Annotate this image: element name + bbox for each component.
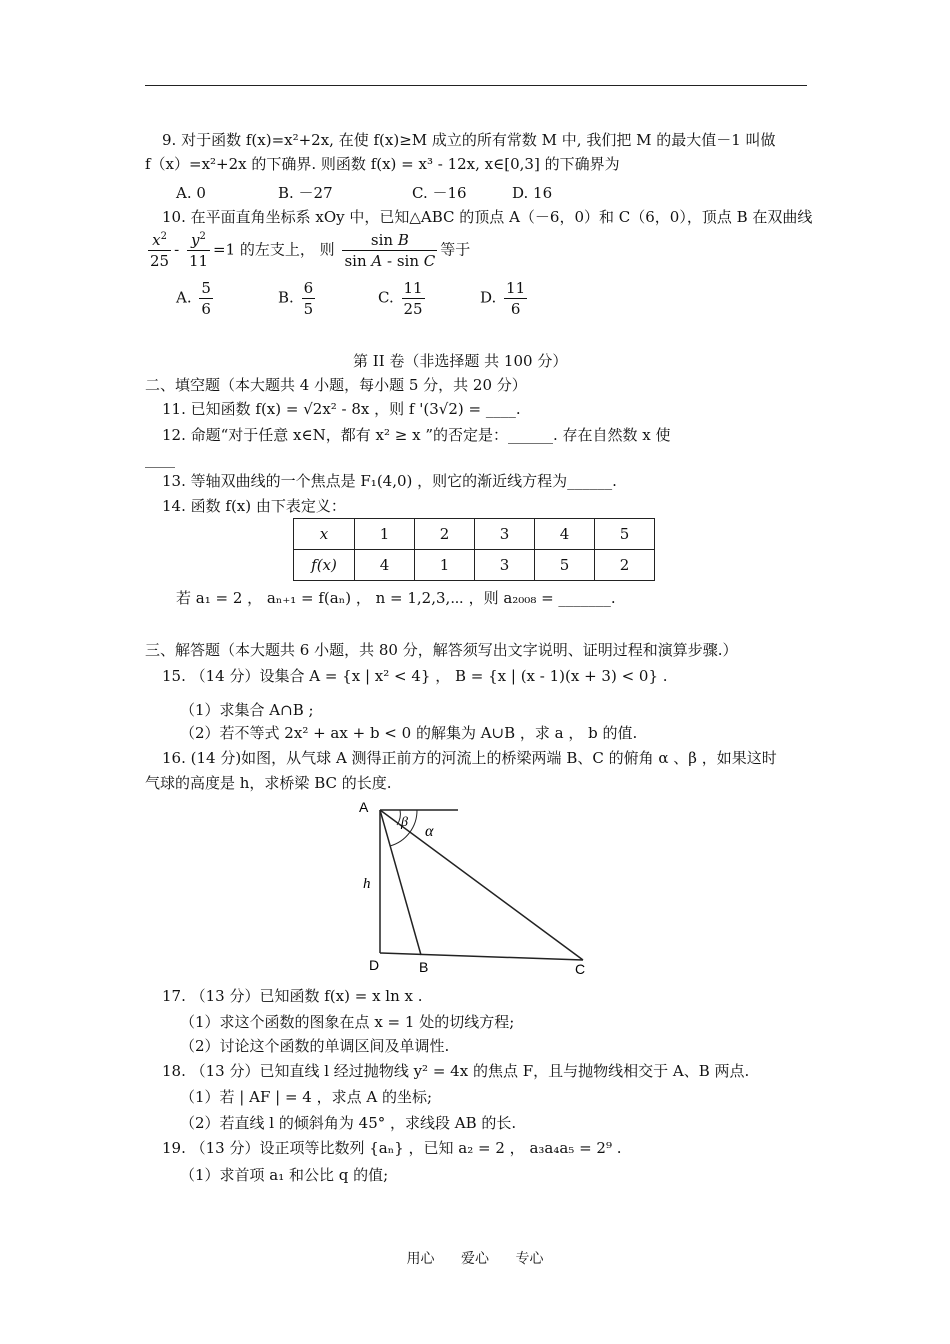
q14-after: 若 a₁ = 2 ， aₙ₊₁ = f(aₙ) ， n = 1,2,3,⋯ ，则 a₂₀₀₈ = _______. xyxy=(176,589,616,607)
sightline-ab xyxy=(380,810,421,955)
part2-section: 二、填空题（本大题共 4 小题，每小题 5 分，共 20 分） xyxy=(145,376,527,394)
q12-line1: 12. 命题“对于任意 x∈N，都有 x² ≥ x ”的否定是：______. 存在自然数 x 使 xyxy=(162,426,671,444)
q15-sub1: （1）求集合 A∩B ; xyxy=(180,701,314,719)
label-alpha: α xyxy=(425,823,434,840)
table-cell: 4 xyxy=(355,550,415,581)
table-cell: x xyxy=(294,519,355,550)
q17-head: 17. （13 分）已知函数 f(x) = x ln x . xyxy=(162,987,423,1005)
ground-line xyxy=(380,953,583,960)
q18-head: 18. （13 分）已知直线 l 经过抛物线 y² = 4x 的焦点 F，且与抛物线相交于 A、B 两点. xyxy=(162,1062,750,1080)
q19-head: 19. （13 分）设正项等比数列 {aₙ} ，已知 a₂ = 2 ， a₃a₄a₅ = 2⁹ . xyxy=(162,1139,622,1157)
table-cell: 1 xyxy=(415,550,475,581)
table-row xyxy=(294,550,655,581)
hyperbola-x-fraction: $\frac{x^2}{25}$ xyxy=(150,231,170,270)
q10-line2-mid: =1 的左支上， 则 xyxy=(213,240,335,259)
table-cell: 3 xyxy=(475,550,535,581)
q9-option-c: C. －16 xyxy=(412,184,467,202)
q9-option-a: A. 0 xyxy=(176,184,206,202)
table-cell: 5 xyxy=(535,550,595,581)
sine-ratio-fraction: $\frac{\text{sin B}}{\text{sin A - sin C}}$ xyxy=(344,231,436,270)
q9-line2: f（x）=x²+2x 的下确界. 则函数 f(x) = x³ - 12x, x∈[0,3] 的下确界为 xyxy=(145,155,620,173)
q12-line2: ____ xyxy=(145,450,175,468)
part3-section: 三、解答题（本大题共 6 小题，共 80 分，解答须写出文字说明、证明过程和演算步骤.） xyxy=(145,641,738,659)
q17-sub2: （2）讨论这个函数的单调区间及单调性. xyxy=(180,1037,450,1055)
table-cell: 4 xyxy=(535,519,595,550)
q18-sub1: （1）若 | AF | = 4 ，求点 A 的坐标; xyxy=(180,1088,433,1106)
q10-line2-end: 等于 xyxy=(440,240,471,259)
label-beta: β xyxy=(401,815,408,830)
table-cell: 2 xyxy=(415,519,475,550)
q13: 13. 等轴双曲线的一个焦点是 F₁(4,0) ，则它的渐近线方程为______. xyxy=(162,472,617,490)
q16-line1: 16. (14 分)如图，从气球 A 测得正前方的河流上的桥梁两端 B、C 的俯角 α 、β ，如果这时 xyxy=(162,749,777,767)
q18-sub2: （2）若直线 l 的倾斜角为 45° ，求线段 AB 的长. xyxy=(180,1114,517,1132)
q9-option-b: B. －27 xyxy=(278,184,333,202)
q11: 11. 已知函数 f(x) = √2x² - 8x ，则 f '(3√2) = ____. xyxy=(162,400,521,418)
q19-sub1: （1）求首项 a₁ 和公比 q 的值; xyxy=(180,1166,389,1184)
label-d: D xyxy=(369,957,380,973)
table-cell: 1 xyxy=(355,519,415,550)
table-cell: 5 xyxy=(595,519,655,550)
part2-title: 第 II 卷（非选择题 共 100 分） xyxy=(353,352,568,370)
label-h: h xyxy=(363,876,371,892)
q16-line2: 气球的高度是 h，求桥梁 BC 的长度. xyxy=(145,774,392,792)
function-table xyxy=(293,518,655,581)
q10-option-a: A. $\frac{5}{6}$ xyxy=(176,279,211,318)
table-cell: 2 xyxy=(595,550,655,581)
q9-option-d: D. 16 xyxy=(512,184,553,202)
table-cell: f(x) xyxy=(294,550,355,581)
q10-option-c: C. $\frac{11}{25}$ xyxy=(378,279,423,318)
table-row xyxy=(294,519,655,550)
balloon-bridge-diagram xyxy=(355,798,605,980)
q15-head: 15. （14 分）设集合 A = {x | x² < 4} ， B = {x | (x - 1)(x + 3) < 0} . xyxy=(162,667,668,685)
q14-intro: 14. 函数 f(x) 由下表定义： xyxy=(162,497,346,515)
q9-line1: 9. 对于函数 f(x)=x²+2x, 在使 f(x)≥M 成立的所有常数 M 中, 我们把 M 的最大值－1 叫做 xyxy=(162,131,776,149)
q17-sub1: （1）求这个函数的图象在点 x = 1 处的切线方程; xyxy=(180,1013,515,1031)
sightline-ac xyxy=(380,810,583,960)
q15-sub2: （2）若不等式 2x² + ax + b < 0 的解集为 A∪B ，求 a ， b 的值. xyxy=(180,724,638,742)
table-cell: 3 xyxy=(475,519,535,550)
q10-option-b: B. $\frac{6}{5}$ xyxy=(278,279,314,318)
label-c: C xyxy=(575,961,586,977)
hyperbola-y-fraction: $\frac{y^2}{11}$ xyxy=(188,231,209,270)
label-a: A xyxy=(359,799,369,815)
label-b: B xyxy=(419,959,429,975)
header-rule xyxy=(145,85,807,86)
q10-option-d: D. $\frac{11}{6}$ xyxy=(480,279,526,318)
page-footer: 用心 爱心 专心 xyxy=(406,1251,544,1267)
q10-line1: 10. 在平面直角坐标系 xOy 中，已知△ABC 的顶点 A（－6，0）和 C（6，0），顶点 B 在双曲线 xyxy=(162,208,813,226)
q10-line2: $\frac{x^2}{25}$ - $\frac{y^2}{11}$ =1 的左支上， 则 $\frac{\text{sin B}}{\text{sin A - sin C}}$ 等于 xyxy=(150,231,471,270)
